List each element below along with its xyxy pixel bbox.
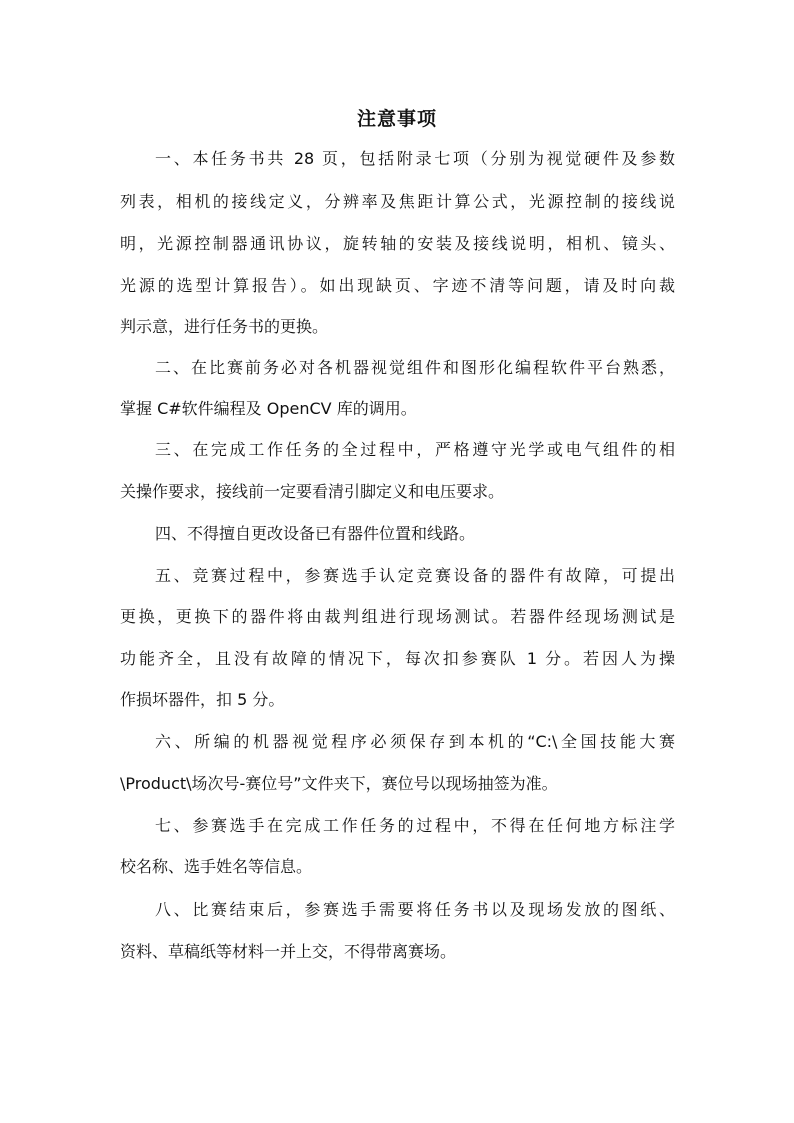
paragraph-line: 作损坏器件，扣 5 分。 [120,690,285,709]
paragraph-line: 四、不得擅自更改设备已有器件位置和线路。 [155,524,476,543]
paragraph-line: 关操作要求，接线前一定要看清引脚定义和电压要求。 [120,482,505,501]
paragraph-line: 光源的选型计算报告）。如出现缺页、字迹不清等问题，请及时向裁 [120,276,675,295]
paragraph-line: 三、在完成工作任务的全过程中，严格遵守光学或电气组件的相 [155,440,675,459]
page-title: 注意事项 [356,108,437,130]
paragraph-line: 校名称、选手姓名等信息。 [120,857,313,876]
paragraph-line: 判示意，进行任务书的更换。 [120,317,329,336]
paragraph-line: 列表，相机的接线定义，分辨率及焦距计算公式，光源控制的接线说 [120,192,675,211]
paragraph-line: 六、所编的机器视觉程序必须保存到本机的“C:\全国技能大赛 [155,732,675,751]
paragraph-line: 一、本任务书共 28 页，包括附录七项（分别为视觉硬件及参数 [155,149,675,168]
paragraph-line: \Product\场次号-赛位号”文件夹下，赛位号以现场抽签为准。 [120,774,558,793]
paragraph-line: 二、在比赛前务必对各机器视觉组件和图形化编程软件平台熟悉， [155,358,675,377]
paragraph-line: 五、竞赛过程中，参赛选手认定竞赛设备的器件有故障，可提出 [155,566,675,585]
paragraph-line: 八、比赛结束后，参赛选手需要将任务书以及现场发放的图纸、 [155,900,675,919]
paragraph-line: 更换，更换下的器件将由裁判组进行现场测试。若器件经现场测试是 [120,607,675,626]
paragraph-line: 资料、草稿纸等材料一并上交，不得带离赛场。 [120,942,457,961]
paragraph-line: 七、参赛选手在完成工作任务的过程中，不得在任何地方标注学 [155,816,675,835]
paragraph-line: 掌握 C#软件编程及 OpenCV 库的调用。 [120,399,417,418]
paragraph-line: 功能齐全，且没有故障的情况下，每次扣参赛队 1 分。若因人为操 [120,649,675,668]
paragraph-line: 明，光源控制器通讯协议，旋转轴的安装及接线说明，相机、镜头、 [120,234,675,253]
